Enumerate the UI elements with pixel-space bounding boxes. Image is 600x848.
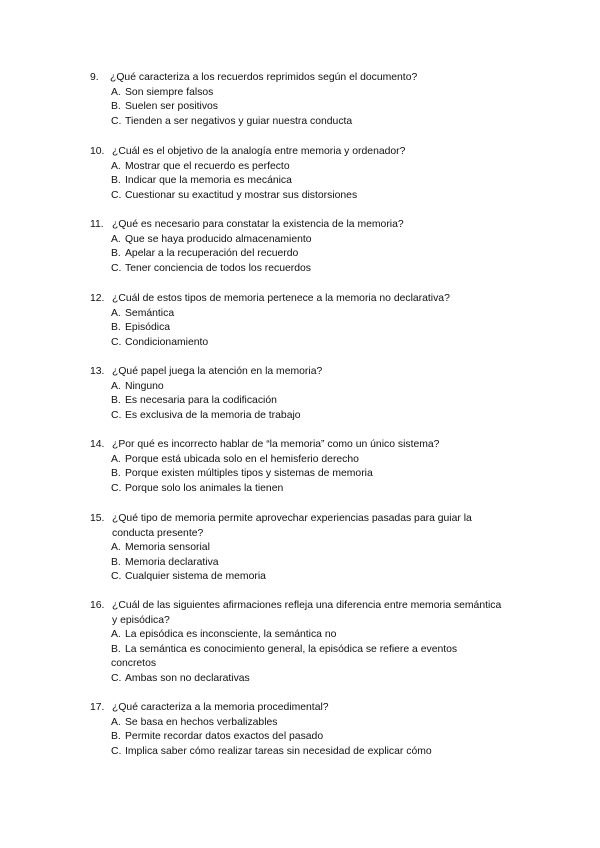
option-letter: C. [111, 571, 122, 583]
question-10 [90, 145, 530, 203]
question-number: 13. [90, 366, 105, 377]
question-number: 11. [90, 219, 104, 230]
question-line: ¿Cuál es el objetivo de la analogía entre memoria y ordenador? [112, 146, 406, 157]
options-list [111, 628, 530, 686]
option-text: Mostrar que el recuerdo es perfecto [125, 160, 290, 172]
option-text: Ninguno [125, 380, 164, 392]
option-a [111, 380, 530, 395]
question-line: ¿Por qué es incorrecto hablar de “la memoria” como un único sistema? [112, 439, 440, 450]
option-letter: C. [111, 189, 122, 201]
option-text: Implica saber cómo realizar tareas sin necesidad de explicar cómo [125, 745, 432, 757]
option-letter: A. [111, 160, 121, 172]
options-list [111, 160, 530, 204]
options-list [111, 233, 530, 277]
option-text: Episódica [125, 322, 171, 334]
question-line: ¿Cuál de las siguientes afirmaciones refleja una diferencia entre memoria semántica [112, 600, 502, 611]
question-text [90, 365, 530, 380]
option-letter: C. [111, 115, 122, 127]
question-number: 9. [90, 72, 99, 83]
option-text: Memoria declarativa [125, 556, 219, 568]
question-number: 17. [90, 702, 105, 713]
question-16 [90, 599, 530, 687]
option-text: Condicionamiento [125, 336, 209, 348]
option-c [111, 570, 530, 585]
option-letter: C. [111, 672, 122, 684]
option-text: Cualquier sistema de memoria [125, 571, 266, 583]
options-list [111, 453, 530, 497]
question-12 [90, 292, 530, 350]
option-text: Semántica [125, 307, 175, 319]
option-b [111, 321, 530, 336]
option-a [111, 716, 530, 731]
option-text: Indicar que la memoria es mecánica [125, 175, 292, 187]
question-text [90, 512, 530, 541]
question-15 [90, 512, 530, 585]
question-13 [90, 365, 530, 423]
option-letter: B. [111, 322, 121, 334]
question-text [90, 701, 530, 716]
option-letter: A. [111, 542, 121, 554]
option-letter: C. [111, 336, 122, 348]
option-text: Porque existen múltiples tipos y sistemas de memoria [125, 468, 373, 480]
option-letter: B. [111, 643, 121, 655]
option-b [111, 730, 530, 745]
option-letter: A. [111, 716, 121, 728]
question-number: 12. [90, 293, 105, 304]
option-text: Tienden a ser negativos y guiar nuestra conducta [125, 115, 353, 127]
option-text: Memoria sensorial [125, 542, 210, 554]
question-line: ¿Qué caracteriza a la memoria procedimental? [112, 702, 329, 713]
question-line: ¿Qué tipo de memoria permite aprovechar experiencias pasadas para guiar la [112, 513, 472, 524]
option-a [111, 86, 530, 101]
question-11 [90, 218, 530, 276]
question-14 [90, 438, 530, 496]
question-number: 16. [90, 600, 105, 611]
options-list [111, 541, 530, 585]
question-text [90, 218, 530, 233]
option-text: La semántica es conocimiento general, la episódica se refiere a eventos [125, 643, 458, 655]
question-number: 15. [90, 513, 105, 524]
option-letter: B. [111, 101, 121, 113]
option-letter: A. [111, 86, 121, 98]
option-a [111, 160, 530, 175]
question-line-continued: conducta presente? [112, 527, 204, 539]
option-text: Suelen ser positivos [125, 101, 218, 113]
options-list [111, 380, 530, 424]
option-text: Apelar a la recuperación del recuerdo [125, 248, 299, 260]
question-text [90, 71, 530, 86]
option-c [111, 115, 530, 130]
option-b [111, 247, 530, 262]
option-b [111, 100, 530, 115]
option-b [111, 174, 530, 189]
options-list [111, 86, 530, 130]
question-line: ¿Qué es necesario para constatar la existencia de la memoria? [112, 219, 404, 230]
option-b [111, 467, 530, 482]
option-text: Porque solo los animales la tienen [125, 482, 284, 494]
option-letter: B. [111, 468, 121, 480]
question-number: 10. [90, 146, 105, 157]
option-letter: C. [111, 745, 122, 757]
option-a [111, 541, 530, 556]
option-c [111, 189, 530, 204]
option-text: La episódica es inconsciente, la semántica no [125, 629, 337, 641]
option-letter: B. [111, 248, 121, 260]
option-letter: B. [111, 395, 121, 407]
option-c [111, 745, 530, 760]
option-text: Porque está ubicada solo en el hemisferio derecho [125, 453, 359, 465]
option-text: Permite recordar datos exactos del pasado [125, 731, 324, 743]
option-letter: A. [111, 307, 121, 319]
option-text: Cuestionar su exactitud y mostrar sus distorsiones [125, 189, 358, 201]
option-text: Es necesaria para la codificación [125, 395, 277, 407]
question-text [90, 438, 530, 453]
option-text: Son siempre falsos [125, 86, 214, 98]
option-letter: A. [111, 380, 121, 392]
option-text-continued: concretos [111, 658, 157, 670]
option-letter: A. [111, 233, 121, 245]
option-b [111, 394, 530, 409]
question-17 [90, 701, 530, 759]
option-letter: C. [111, 262, 122, 274]
option-text: Que se haya producido almacenamiento [125, 233, 312, 245]
option-letter: C. [111, 409, 122, 421]
option-letter: C. [111, 482, 122, 494]
question-text [90, 599, 530, 628]
option-text: Se basa en hechos verbalizables [125, 716, 278, 728]
option-letter: A. [111, 629, 121, 641]
option-a [111, 307, 530, 322]
option-c [111, 336, 530, 351]
question-line-continued: y episódica? [112, 614, 170, 626]
question-text [90, 292, 530, 307]
question-9 [90, 71, 530, 129]
option-letter: B. [111, 556, 121, 568]
option-letter: B. [111, 175, 121, 187]
option-text: Ambas son no declarativas [125, 672, 250, 684]
question-text [90, 145, 530, 160]
question-line: ¿Qué caracteriza a los recuerdos reprimidos según el documento? [110, 72, 418, 83]
question-line: ¿Cuál de estos tipos de memoria pertenece a la memoria no declarativa? [112, 293, 450, 304]
option-c [111, 672, 530, 687]
option-letter: A. [111, 453, 121, 465]
option-b [111, 643, 530, 672]
option-c [111, 409, 530, 424]
option-text: Tener conciencia de todos los recuerdos [125, 262, 311, 274]
option-b [111, 556, 530, 571]
option-c [111, 262, 530, 277]
option-text: Es exclusiva de la memoria de trabajo [125, 409, 301, 421]
option-c [111, 482, 530, 497]
option-a [111, 453, 530, 468]
option-a [111, 628, 530, 643]
question-number: 14. [90, 439, 105, 450]
question-line: ¿Qué papel juega la atención en la memoria? [112, 366, 323, 377]
options-list [111, 307, 530, 351]
option-letter: B. [111, 731, 121, 743]
option-a [111, 233, 530, 248]
options-list [111, 716, 530, 760]
